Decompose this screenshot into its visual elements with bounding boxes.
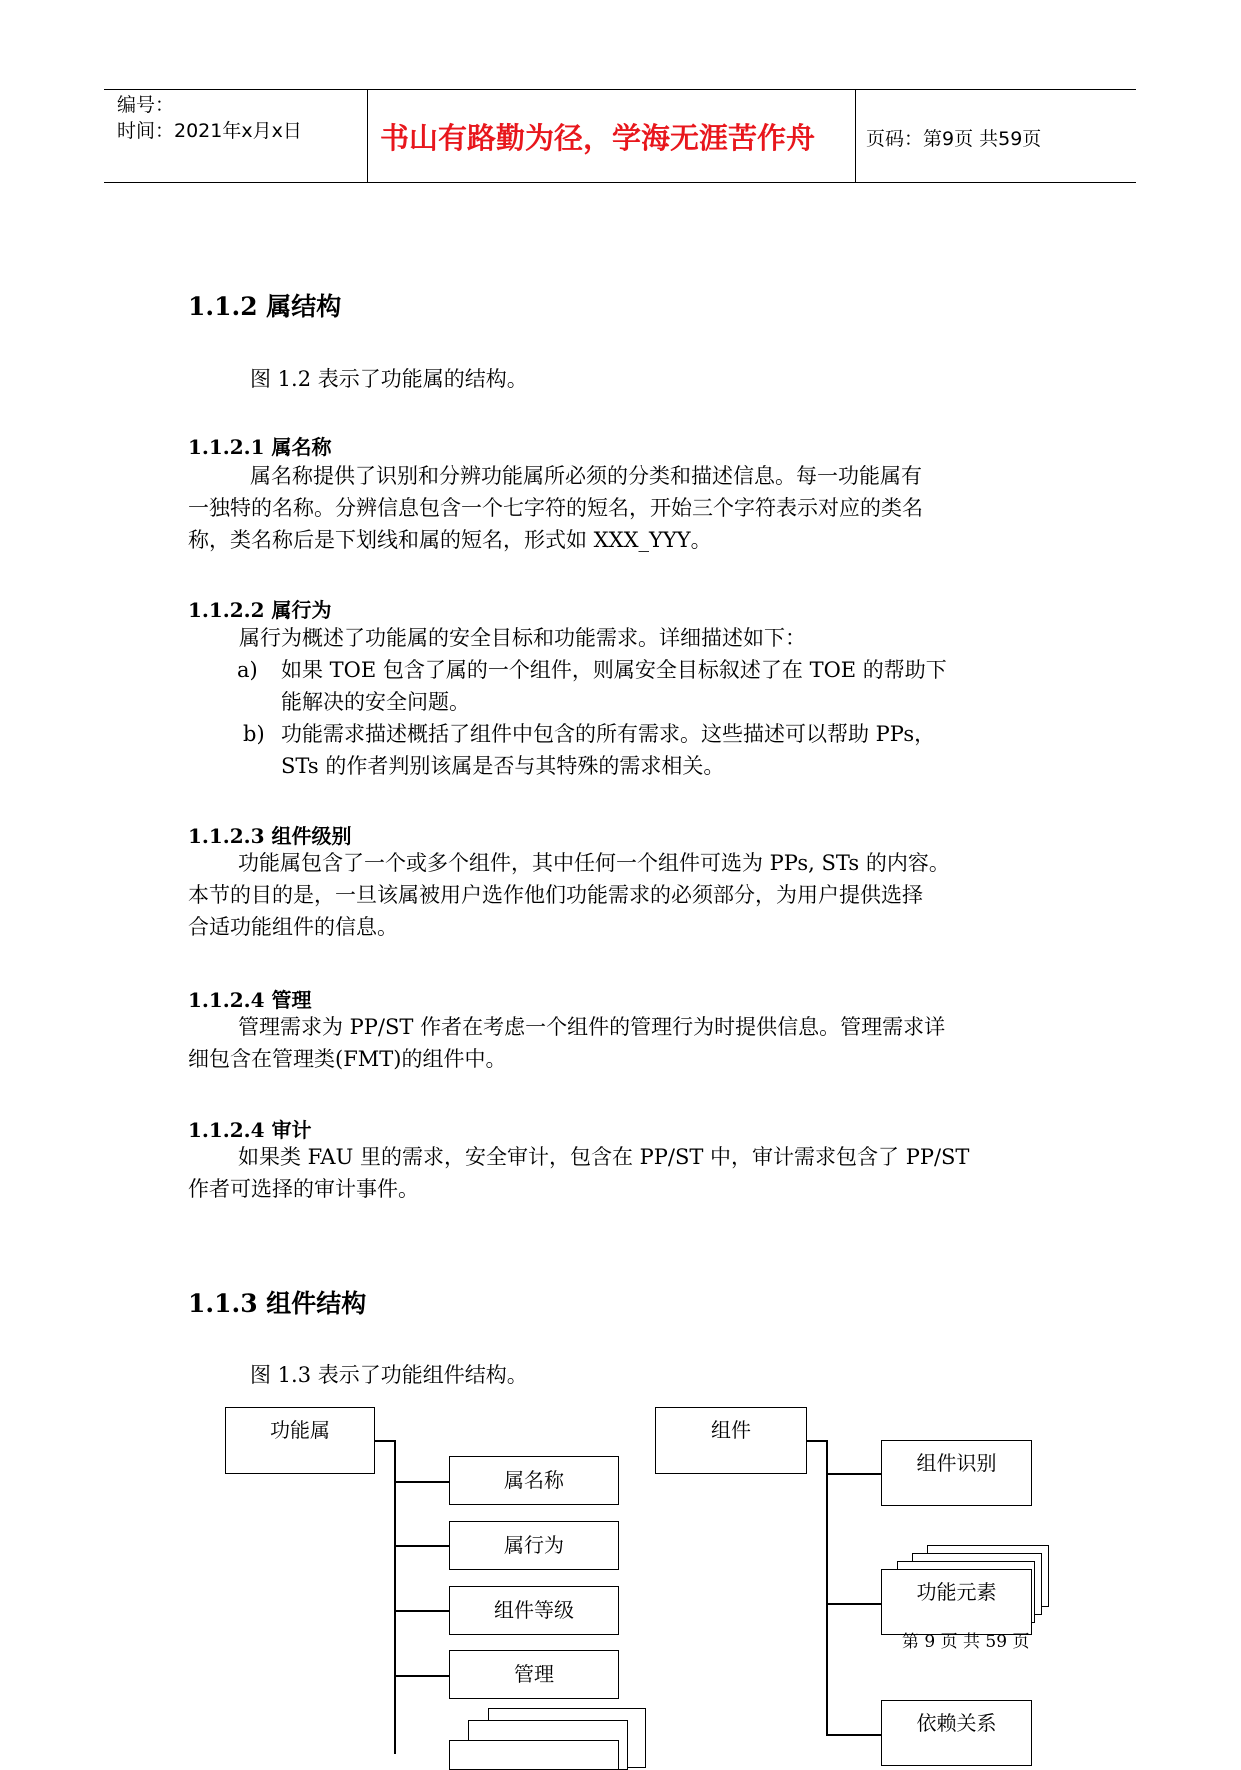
section-title-1-1-2-4-management: 1.1.2.4 管理 [188,988,312,1012]
list-line: STs 的作者判别该属是否与其特殊的需求相关。 [281,754,725,778]
family-item-box: 属行为 [449,1521,619,1570]
section-title-1-1-2-4-audit: 1.1.2.4 审计 [188,1118,312,1142]
section-intro-1-1-2: 图 1.2 表示了功能属的结构。 [250,367,528,391]
component-item-box: 组件识别 [881,1440,1032,1506]
connector [394,1481,449,1483]
list-line: 能解决的安全问题。 [281,690,470,714]
section-title-1-1-2: 1.1.2 属结构 [188,292,342,321]
connector [807,1440,827,1442]
header-divider-right [855,89,856,182]
header-meta [117,92,302,144]
family-item-box: 属名称 [449,1456,619,1505]
connector [394,1675,449,1677]
paragraph-line: 细包含在管理类(FMT)的组件中。 [188,1047,507,1071]
connector [375,1440,395,1442]
header-time: 时间：2021年x月x日 [117,120,302,142]
section-title-1-1-2-2: 1.1.2.2 属行为 [188,598,332,622]
section-title-1-1-3: 1.1.3 组件结构 [188,1289,367,1318]
family-root-box: 功能属 [225,1407,375,1474]
section-title-1-1-2-1: 1.1.2.1 属名称 [188,435,332,459]
page-footer: 第 9 页 共 59 页 [902,1632,1030,1652]
header-top-rule [104,89,1136,90]
component-root-box: 组件 [655,1407,807,1474]
list-item-a [281,654,947,718]
list-item-b [281,718,935,782]
list-marker-b: b) [243,722,265,746]
family-item-box: 组件等级 [449,1586,619,1635]
header-divider-left [367,89,368,182]
list-line: 功能需求描述概括了组件中包含的所有需求。这些描述可以帮助 PPs， [281,722,936,746]
paragraph-1-1-2-2-intro: 属行为概述了功能属的安全目标和功能需求。详细描述如下： [239,626,806,650]
paragraph-1-1-2-3 [188,847,1058,943]
header-page-number: 页码：第9页 共59页 [866,128,1042,150]
section-intro-1-1-3: 图 1.3 表示了功能组件结构。 [250,1363,528,1387]
paragraph-line: 属名称提供了识别和分辨功能属所必须的分类和描述信息。每一功能属有 [250,464,922,488]
connector [826,1473,881,1475]
paragraph-line: 管理需求为 PP/ST 作者在考虑一个组件的管理行为时提供信息。管理需求详 [238,1015,946,1039]
paragraph-line: 作者可选择的审计事件。 [188,1177,419,1201]
family-item-box: 管理 [449,1650,619,1699]
paragraph-1-1-2-4-management [188,1011,1058,1075]
paragraph-line: 本节的目的是，一旦该属被用户选作他们功能需求的必须部分，为用户提供选择 [188,883,923,907]
stacked-box-front [449,1740,619,1770]
header-bottom-rule [104,182,1136,183]
component-item-box: 功能元素 [881,1569,1032,1635]
connector [826,1734,881,1736]
connector [394,1440,396,1754]
header-number: 编号： [117,94,175,116]
connector [826,1603,881,1605]
list-line: 如果 TOE 包含了属的一个组件，则属安全目标叙述了在 TOE 的帮助下 [281,658,947,682]
paragraph-1-1-2-1 [188,460,1058,556]
list-marker-a: a) [237,658,258,682]
section-title-1-1-2-3: 1.1.2.3 组件级别 [188,824,352,848]
paragraph-line: 一独特的名称。分辨信息包含一个七字符的短名，开始三个字符表示对应的类名 [188,496,923,520]
connector [394,1610,449,1612]
paragraph-line: 功能属包含了一个或多个组件，其中任何一个组件可选为 PPs, STs 的内容。 [238,851,950,875]
connector [826,1440,828,1735]
connector [394,1545,449,1547]
paragraph-1-1-2-4-audit [188,1141,1058,1205]
paragraph-line: 称，类名称后是下划线和属的短名，形式如 XXX_YYY。 [188,528,712,552]
paragraph-line: 如果类 FAU 里的需求，安全审计，包含在 PP/ST 中，审计需求包含了 PP/ST [238,1145,970,1169]
paragraph-line: 合适功能组件的信息。 [188,915,398,939]
header-motto: 书山有路勤为径，学海无涯苦作舟 [380,121,816,155]
component-item-box: 依赖关系 [881,1700,1032,1766]
